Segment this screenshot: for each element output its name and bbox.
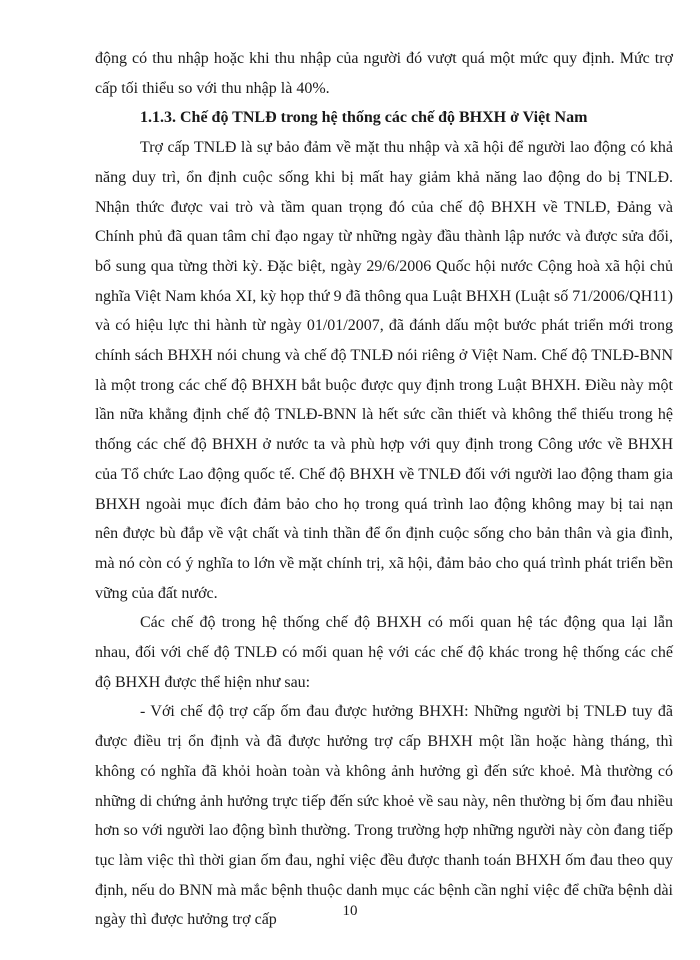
page-body xyxy=(95,44,673,935)
page-number: 10 xyxy=(342,903,358,919)
section-heading: 1.1.3. Chế độ TNLĐ trong hệ thống các chế độ BHXH ở Việt Nam xyxy=(140,109,588,127)
paragraph-tnld-benefit: Trợ cấp TNLĐ là sự bảo đảm về mặt thu nhập và xã hội để người lao động có khả năng duy trì, ổn định cuộc sống khi bị mất hay giảm khả năng lao động do bị TNLĐ. Nhận thức được vai trò và tầm quan trọng đó của chế độ BHXH về TNLĐ, Đảng và Chính phủ đã quan tâm chỉ đạo ngay từ những ngày đầu thành lập nước và được sửa đổi, bổ sung qua từng thời kỳ. Đặc biệt, ngày 29/6/2006 Quốc hội nước Cộng hoà xã hội chủ nghĩa Việt Nam khóa XI, kỳ họp thứ 9 đã thông qua Luật BHXH (Luật số 71/2006/QH11) và có hiệu lực thi hành từ ngày 01/01/2007, đã đánh dấu một bước phát triển mới trong chính sách BHXH nói chung và chế độ TNLĐ nói riêng ở Việt Nam. Chế độ TNLĐ-BNN là một trong các chế độ BHXH bắt buộc được quy định trong Luật BHXH. Điều này một lần nữa khẳng định chế độ TNLĐ-BNN là hết sức cần thiết và không thể thiếu trong hệ thống các chế độ BHXH ở nước ta và phù hợp với quy định trong Công ước về BHXH của Tổ chức Lao động quốc tế. Chế độ BHXH về TNLĐ đối với người lao động tham gia BHXH ngoài mục đích đảm bảo cho họ trong quá trình lao động không may bị tai nạn nên được bù đắp về vật chất và tinh thần để ổn định cuộc sống cho bản thân và gia đình, mà nó còn có ý nghĩa to lớn về mặt chính trị, xã hội, đảm bảo cho quá trình phát triển bền vững của đất nước. xyxy=(95,139,673,602)
paragraph-relationship: Các chế độ trong hệ thống chế độ BHXH có mối quan hệ tác động qua lại lẫn nhau, đối với chế độ TNLĐ có mối quan hệ với các chế độ khác trong hệ thống các chế độ BHXH được thể hiện như sau: xyxy=(95,614,673,691)
paragraph-sickness-benefit: - Với chế độ trợ cấp ốm đau được hưởng BHXH: Những người bị TNLĐ tuy đã được điều trị ổn định và đã được hưởng trợ cấp BHXH một lần hoặc hàng tháng, thì không có nghĩa đã khỏi hoàn toàn và không ảnh hưởng gì đến sức khoẻ. Mà thường có những di chứng ảnh hưởng trực tiếp đến sức khoẻ về sau này, nên thường bị ốm đau nhiều hơn so với người lao động bình thường. Trong trường hợp những người này còn đang tiếp tục làm việc thì thời gian ốm đau, nghỉ việc đều được thanh toán BHXH ốm đau theo quy định, nếu do BNN mà mắc bệnh thuộc danh mục các bệnh cần nghỉ việc để chữa bệnh dài ngày thì được hưởng trợ cấp xyxy=(95,703,673,929)
paragraph-continuation: động có thu nhập hoặc khi thu nhập của người đó vượt quá một mức quy định. Mức trợ cấp tối thiểu so với thu nhập là 40%. xyxy=(95,50,673,97)
